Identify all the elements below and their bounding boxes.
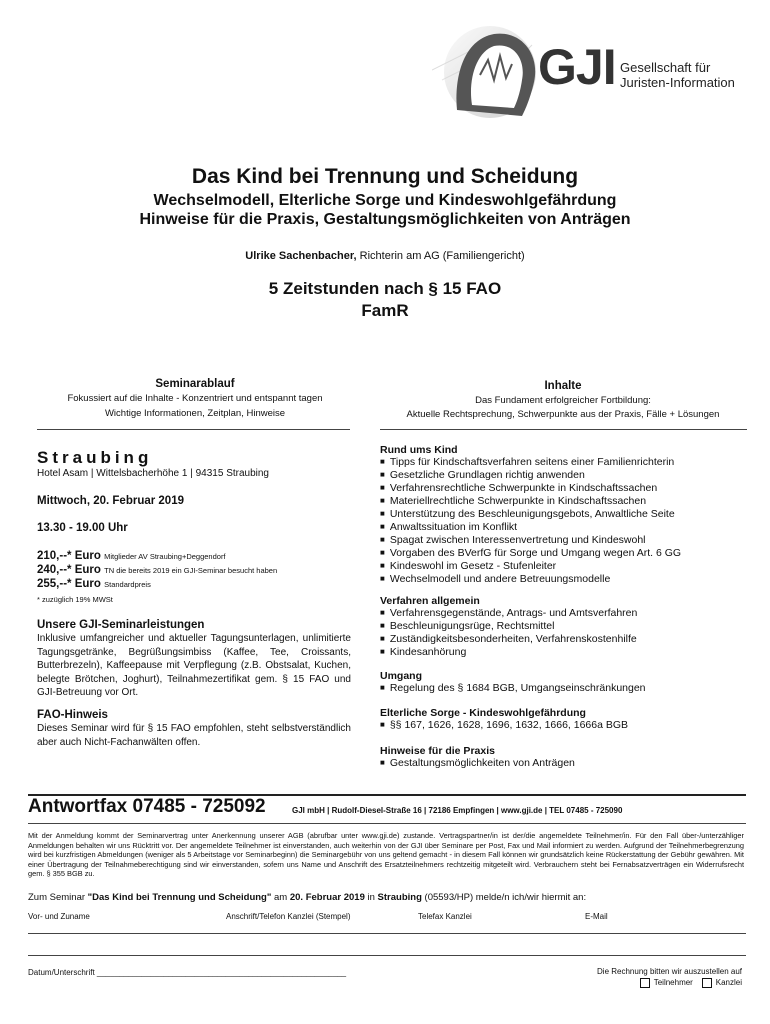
list-item: ■ Gestaltungsmöglichkeiten von Anträgen xyxy=(380,757,575,770)
topic-heading: Rund ums Kind xyxy=(380,444,458,456)
email-field-label: E-Mail xyxy=(585,912,608,921)
signature-field[interactable]: Datum/Unterschrift ________________________________________________________ xyxy=(28,968,347,977)
list-item: ■ Wechselmodell und andere Betreuungsmodelle xyxy=(380,573,681,586)
list-item: ■ Unterstützung des Beschleunigungsgebots, Anwaltliche Seite xyxy=(380,508,681,521)
hours-line: 5 Zeitstunden nach § 15 FAO xyxy=(268,279,502,298)
hours-field: FamR xyxy=(361,301,409,320)
topic-heading: Hinweise für die Praxis xyxy=(380,745,495,757)
form-line-1[interactable] xyxy=(28,933,746,934)
price-amount: 255,--* Euro xyxy=(37,578,101,590)
logo-tagline-line1: Gesellschaft für xyxy=(620,60,711,75)
leistungen-text: Inklusive umfangreicher und aktueller Tagungsunterlagen, unlimitierte Tagungsgetränke, Begrüßungsimbiss (Kaffee, Tee, Croissants, Butterbrezeln), Kaffeepause mit Verpflegung (z.B. Obstsalat, Kuchen, belegte Brötchen, Joghurt), Teilnahmezertifikat gem. § 15 FAO und GJI-Betreuung vor Ort. xyxy=(37,633,351,698)
speaker-name: Ulrike Sachenbacher, xyxy=(245,250,357,262)
reg-mid2: in xyxy=(364,892,378,903)
fax-divider xyxy=(28,823,746,824)
company-contact: GJI mbH | Rudolf-Diesel-Straße 16 | 72186 Empfingen | www.gji.de | TEL 07485 - 725090 xyxy=(292,806,623,815)
name-field-label: Vor- und Zuname xyxy=(28,912,90,921)
topic-heading: Umgang xyxy=(380,670,422,682)
ablauf-section xyxy=(30,378,360,420)
firm-label: Kanzlei xyxy=(715,978,742,987)
address-field-label: Anschrift/Telefon Kanzlei (Stempel) xyxy=(226,912,351,921)
topic-heading: Verfahren allgemein xyxy=(380,595,480,607)
event-time: 13.30 - 19.00 Uhr xyxy=(37,522,128,534)
fao-heading: FAO-Hinweis xyxy=(37,709,108,721)
registration-line xyxy=(28,892,586,903)
list-item: ■ Zuständigkeitsbesonderheiten, Verfahrenskostenhilfe xyxy=(380,633,637,646)
ablauf-line-1: Fokussiert auf die Inhalte - Konzentriert und entspannt tagen xyxy=(67,393,323,404)
divider-right xyxy=(380,429,747,430)
topic-heading: Elterliche Sorge - Kindeswohlgefährdung xyxy=(380,707,586,719)
price-amount: 240,--* Euro xyxy=(37,564,101,576)
price-note: Standardpreis xyxy=(104,580,151,589)
event-venue: Hotel Asam | Wittelsbacherhöhe 1 | 94315 Straubing xyxy=(37,468,269,479)
price-note: Mitglieder AV Straubing+Deggendorf xyxy=(104,552,226,561)
invoice-label: Die Rechnung bitten wir auszustellen auf xyxy=(597,967,742,976)
divider-left xyxy=(37,429,350,430)
fao-section xyxy=(37,709,351,749)
reply-fax-number: Antwortfax 07485 - 725092 xyxy=(28,796,266,817)
topic-group-praxis xyxy=(380,745,575,770)
topic-group-umgang xyxy=(380,670,646,695)
fao-text: Dieses Seminar wird für § 15 FAO empfohlen, steht selbstverständlich aber auch Nicht-Fachanwälten offen. xyxy=(37,723,351,748)
price-standard xyxy=(37,578,151,590)
leistungen-heading: Unsere GJI-Seminarleistungen xyxy=(37,619,205,631)
participant-label: Teilnehmer xyxy=(653,978,693,987)
topic-group-verfahren xyxy=(380,595,637,659)
ablauf-line-2: Wichtige Informationen, Zeitplan, Hinweise xyxy=(104,408,286,419)
ablauf-heading: Seminarablauf xyxy=(155,378,235,390)
participant-checkbox[interactable] xyxy=(640,978,650,988)
invoice-options xyxy=(560,966,742,988)
list-item: ■ Spagat zwischen Interessenvertretung und Kindeswohl xyxy=(380,534,681,547)
leistungen-section xyxy=(37,619,351,700)
topic-group-sorge xyxy=(380,707,628,732)
list-item: ■ Kindeswohl im Gesetz - Stufenleiter xyxy=(380,560,681,573)
fax-field-label: Telefax Kanzlei xyxy=(418,912,472,921)
price-note: TN die bereits 2019 ein GJI-Seminar besucht haben xyxy=(104,566,278,575)
list-item: ■ Tipps für Kindschaftsverfahren seitens einer Familienrichterin xyxy=(380,456,681,469)
hours-block xyxy=(0,278,770,322)
logo-tagline-line2: Juristen-Information xyxy=(620,75,735,90)
reg-city: Straubing xyxy=(377,892,422,903)
seminar-subtitle-2: Hinweise für die Praxis, Gestaltungsmöglichkeiten von Anträgen xyxy=(139,211,631,228)
list-item: ■ Beschleunigungsrüge, Rechtsmittel xyxy=(380,620,637,633)
list-item: ■ Verfahrensrechtliche Schwerpunkte in Kindschaftssachen xyxy=(380,482,681,495)
speaker xyxy=(0,250,770,262)
seminar-subtitle-1: Wechselmodell, Elterliche Sorge und Kindeswohlgefährdung xyxy=(153,192,617,209)
list-item: ■ Gesetzliche Grundlagen richtig anwenden xyxy=(380,469,681,482)
event-date: Mittwoch, 20. Februar 2019 xyxy=(37,495,184,507)
price-amount: 210,--* Euro xyxy=(37,550,101,562)
list-item: ■ §§ 167, 1626, 1628, 1696, 1632, 1666, 1666a BGB xyxy=(380,719,628,732)
inhalte-heading: Inhalte xyxy=(544,380,582,392)
inhalte-section xyxy=(378,380,748,421)
topic-group-kind xyxy=(380,444,681,586)
inhalte-line-1: Das Fundament erfolgreicher Fortbildung: xyxy=(475,395,651,406)
price-returning xyxy=(37,564,277,576)
terms-text: Mit der Anmeldung kommt der Seminarvertrag unter Anerkennung unserer AGB (abrufbar unter www.gji.de) zustande. Vertragspartner/in ist der/die angemeldete Teilnehmer/in. Für den Fall über-/unterzähliger Anmeldungen behalten wir uns Rücktritt vor. Der angemeldete Teilnehmer ist einverstanden, auch weiterhin von der GJI über Seminare per Post, Fax und Mail informiert zu werden. Aufgrund der Teilnehmerbegrenzung wird bei kurzfristigen Abmeldungen (weniger als 5 Arbeitstage vor Seminarbeginn) die Seminargebühr von uns geltend gemacht - in diesem Fall können wir grundsätzlich keine Rückerstattung der Gebühr gewähren. Mit einer Übertragung der Teilnahmeberechtigung sind wir einverstanden, sofern uns Name und Anschrift des Ersatzteilnehmers rechtzeitig mitgeteilt wird. Verbrauchern steht bei Fernabsatzverträgen ein Widerrufsrecht gem. § 355 BGB zu. xyxy=(28,831,744,879)
list-item: ■ Regelung des § 1684 BGB, Umgangseinschränkungen xyxy=(380,682,646,695)
logo-brand: GJI xyxy=(538,39,616,95)
list-item: ■ Anwaltssituation im Konflikt xyxy=(380,521,681,534)
list-item: ■ Materiellrechtliche Schwerpunkte in Kindschaftssachen xyxy=(380,495,681,508)
price-member xyxy=(37,550,226,562)
seminar-title: Das Kind bei Trennung und Scheidung xyxy=(191,165,579,188)
reg-title: "Das Kind bei Trennung und Scheidung" xyxy=(87,892,272,903)
list-item: ■ Vorgaben des BVerfG für Sorge und Umgang wegen Art. 6 GG xyxy=(380,547,681,560)
list-item: ■ Verfahrensgegenstände, Antrags- und Amtsverfahren xyxy=(380,607,637,620)
invoice-choices xyxy=(560,977,742,988)
event-city: Straubing xyxy=(37,448,153,467)
reg-date: 20. Februar 2019 xyxy=(289,892,365,903)
logo-tagline xyxy=(620,60,735,90)
list-item: ■ Kindesanhörung xyxy=(380,646,637,659)
reg-suffix: (05593/HP) melde/n ich/wir hiermit an: xyxy=(421,892,587,903)
vat-note: * zuzüglich 19% MWSt xyxy=(37,595,113,604)
inhalte-line-2: Aktuelle Rechtsprechung, Schwerpunkte aus der Praxis, Fälle + Lösungen xyxy=(406,409,720,420)
speaker-role: Richterin am AG (Familiengericht) xyxy=(356,250,525,262)
form-line-2[interactable] xyxy=(28,955,746,956)
reg-mid: am xyxy=(271,892,290,903)
firm-checkbox[interactable] xyxy=(702,978,712,988)
reg-prefix: Zum Seminar xyxy=(28,892,88,903)
